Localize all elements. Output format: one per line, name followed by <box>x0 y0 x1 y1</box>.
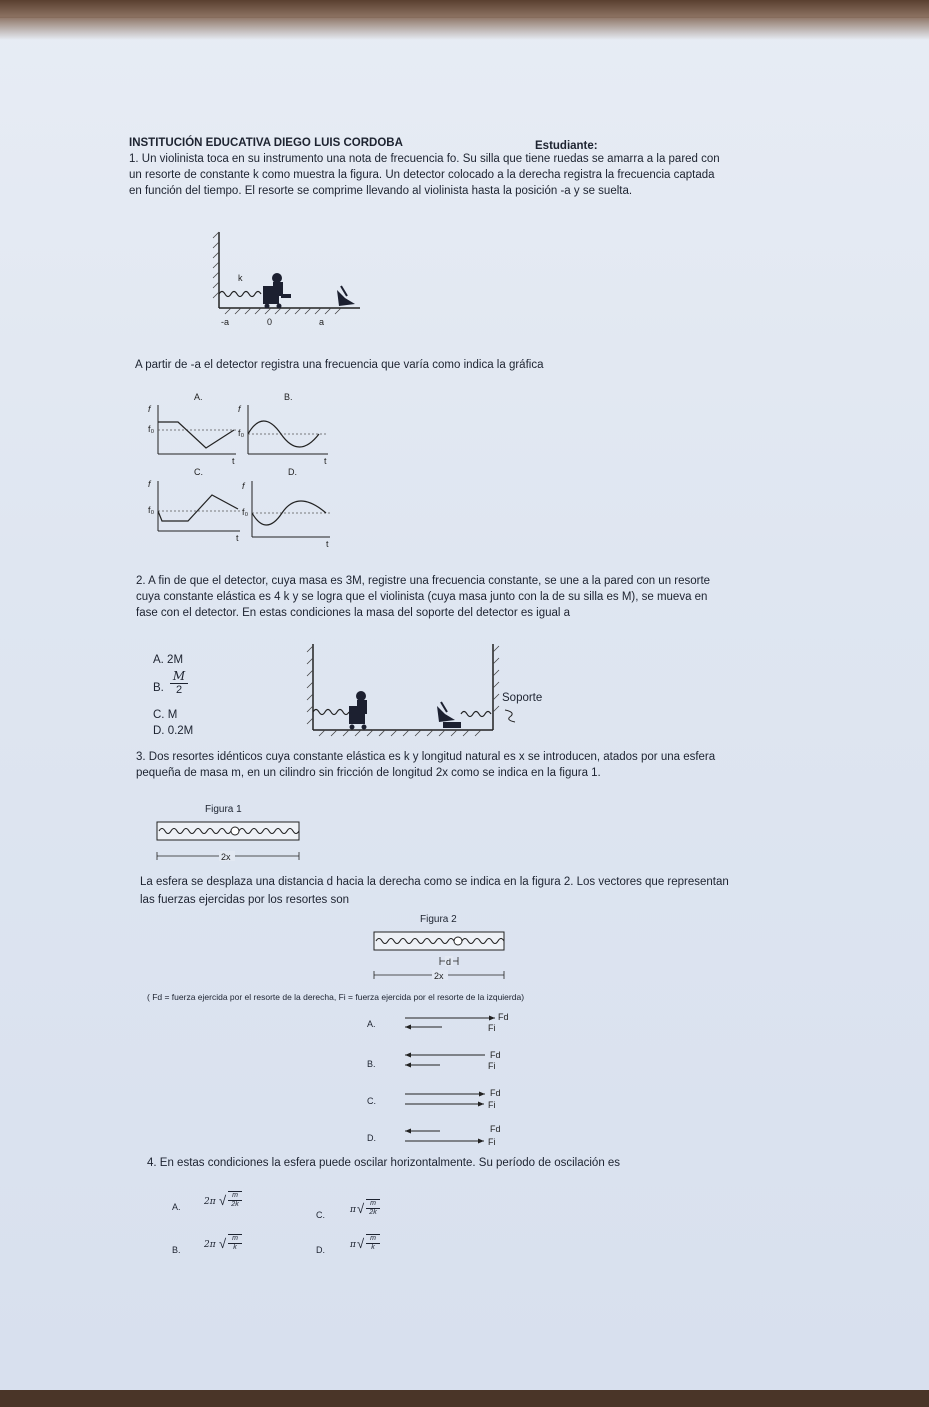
q2-option-d: D. 0.2M <box>153 725 194 737</box>
q3-line-1: 3. Dos resortes idénticos cuya constante elástica es k y longitud natural es x se introducen, atados por una esfera <box>136 751 716 763</box>
graph-d-t: t <box>326 539 329 549</box>
q1-line-1: 1. Un violinista toca en su instrumento una nota de frecuencia fo. Su silla que tiene ruedas se amarra a la pared con <box>129 153 720 165</box>
q4-b-den: k <box>233 1244 237 1251</box>
q4-option-d <box>316 1235 376 1258</box>
graph-d-f0: f₀ <box>242 507 249 517</box>
soporte-label: Soporte <box>502 692 543 704</box>
q1-graph-b <box>236 390 331 466</box>
q3-line-3: La esfera se desplaza una distancia d hacia la derecha como se indica en la figura 2. Los vectores que representan <box>140 876 729 888</box>
q4-b-frac <box>228 1234 242 1252</box>
q2-b-numerator: M <box>170 669 188 684</box>
q3-option-d-letter: D. <box>367 1133 376 1143</box>
detector-icon <box>337 286 355 306</box>
minus-a-label: -a <box>221 317 230 327</box>
graph-c-t: t <box>236 533 239 543</box>
q2-line-1: 2. A fin de que el detector, cuya masa es 3M, registre una frecuencia constante, se une a la pared con un resorte <box>136 575 711 587</box>
q4-a-den: 2k <box>231 1201 239 1208</box>
graph-a-f: f <box>148 404 151 414</box>
q4-d-coef: π <box>350 1240 356 1250</box>
q3-b-fd: Fd <box>490 1050 501 1060</box>
q2-option-b-fraction <box>170 669 188 697</box>
graph-c-f0: f₀ <box>148 505 155 515</box>
q4-a-coef: 2π <box>204 1197 216 1207</box>
q2-line-2: cuya constante elástica es 4 k y se logra que el violinista (cuya masa junto con la de su silla es M), se mueva en <box>136 591 708 603</box>
graph-c-f: f <box>148 479 151 489</box>
graph-b-f0: f₀ <box>238 428 245 438</box>
q3-option-a-letter: A. <box>367 1019 376 1029</box>
q3-a-fd: Fd <box>498 1012 509 1022</box>
two-x-label-2: 2x <box>434 971 444 981</box>
q2-figure <box>305 640 555 740</box>
two-x-label-1: 2x <box>221 852 231 862</box>
student-label: Estudiante: <box>535 140 598 152</box>
q3-line-2: pequeña de masa m, en un cilindro sin fricción de longitud 2x como se indica en la figura 1. <box>136 767 601 779</box>
q3-a-fi: Fi <box>488 1023 496 1033</box>
q4-d-frac <box>366 1234 380 1252</box>
q1-graph-d <box>240 465 335 549</box>
q4-d-den: k <box>371 1244 375 1251</box>
q3-line-4: las fuerzas ejercidas por los resortes son <box>140 894 350 906</box>
q3-option-a-vectors <box>400 1010 510 1036</box>
q4-c-den: 2k <box>369 1209 377 1216</box>
q2-option-a: A. 2M <box>153 654 184 666</box>
q4-b-sqrt-icon: √ <box>219 1236 227 1251</box>
q4-d-sqrt-icon: √ <box>357 1236 365 1251</box>
q4-c-coef: π <box>350 1205 356 1215</box>
figura-2 <box>372 928 507 984</box>
q3-option-d-vectors <box>400 1122 510 1150</box>
graph-d-f: f <box>242 481 245 491</box>
zero-label: 0 <box>267 317 273 327</box>
q4-d-letter: D. <box>316 1245 325 1255</box>
q3-option-b-vectors <box>400 1047 510 1073</box>
figura-2-title: Figura 2 <box>420 914 457 925</box>
q3-option-c-letter: C. <box>367 1096 376 1106</box>
q1-graph-a <box>148 390 238 466</box>
q1-line-3: en función del tiempo. El resorte se comprime llevando al violinista hasta la posición -a y se suelta. <box>129 185 633 197</box>
school-name: INSTITUCIÓN EDUCATIVA DIEGO LUIS CORDOBA <box>129 137 403 149</box>
q2-option-c: C. M <box>153 709 178 721</box>
figura-1-title: Figura 1 <box>205 804 242 815</box>
q4-a-num: m <box>228 1192 242 1201</box>
q4-c-num: m <box>366 1200 380 1209</box>
q4-option-b <box>172 1235 238 1258</box>
spring-k <box>219 292 261 297</box>
q3-option-b-letter: B. <box>367 1059 376 1069</box>
q2-line-3: fase con el detector. En estas condiciones la masa del soporte del detector es igual a <box>136 607 571 619</box>
q4-c-frac <box>366 1199 380 1217</box>
q3-option-c-vectors <box>400 1086 510 1112</box>
q4-c-letter: C. <box>316 1210 325 1220</box>
q4-b-num: m <box>228 1235 242 1244</box>
graph-a-f0: f₀ <box>148 424 155 434</box>
q3-b-fi: Fi <box>488 1061 496 1071</box>
graph-c-letter: C. <box>194 467 203 477</box>
k-label: k <box>238 273 243 283</box>
q2-b-denominator: 2 <box>175 684 183 696</box>
q4-a-frac <box>228 1191 242 1209</box>
q1-graph-c <box>148 465 243 543</box>
spring-right <box>461 712 491 717</box>
graph-b-t: t <box>324 456 327 466</box>
force-legend: ( Fd = fuerza ejercida por el resorte de la derecha, Fi = fuerza ejercida por el resorte de la izquierda) <box>147 992 525 1002</box>
graph-a-letter: A. <box>194 392 203 402</box>
q1-figure <box>205 228 365 328</box>
q3-d-fd: Fd <box>490 1124 501 1134</box>
q3-c-fi: Fi <box>488 1100 496 1110</box>
q4-line: 4. En estas condiciones la esfera puede oscilar horizontalmente. Su período de oscilación es <box>147 1157 621 1169</box>
d-label: d <box>446 957 452 967</box>
q4-b-letter: B. <box>172 1245 181 1255</box>
graph-b-letter: B. <box>284 392 293 402</box>
q3-c-fd: Fd <box>490 1088 501 1098</box>
q1-graph-intro: A partir de -a el detector registra una frecuencia que varía como indica la gráfica <box>135 359 544 371</box>
q4-d-num: m <box>366 1235 380 1244</box>
q2-option-b-letter: B. <box>153 682 164 694</box>
q3-d-fi: Fi <box>488 1137 496 1147</box>
q4-a-letter: A. <box>172 1202 181 1212</box>
q1-line-2: un resorte de constante k como muestra la figura. Un detector colocado a la derecha registra la frecuencia captada <box>129 169 715 181</box>
violinist-icon-2 <box>349 691 367 730</box>
figura-1 <box>155 818 303 864</box>
spring-left <box>313 710 349 715</box>
graph-d-letter: D. <box>288 467 297 477</box>
top-shadow <box>0 0 929 40</box>
q4-c-sqrt-icon: √ <box>357 1201 365 1216</box>
q4-option-a <box>172 1192 239 1215</box>
q4-a-sqrt-icon: √ <box>219 1193 227 1208</box>
q4-option-c <box>316 1200 377 1223</box>
detector-icon-2 <box>437 702 461 728</box>
q4-b-coef: 2π <box>204 1240 216 1250</box>
graph-a-t: t <box>232 456 235 466</box>
violinist-icon <box>263 273 291 309</box>
a-label: a <box>319 317 325 327</box>
graph-b-f: f <box>238 404 241 414</box>
